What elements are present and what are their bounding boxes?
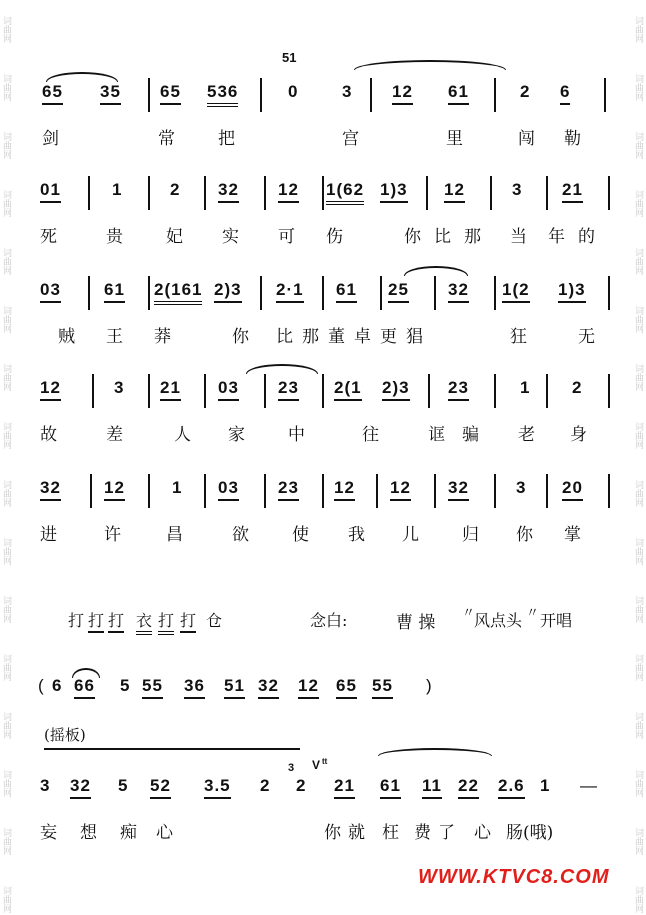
lyric: 里 [446, 129, 463, 149]
lyric: 人 [174, 425, 191, 445]
lyric: 剑 [42, 129, 59, 149]
lyric: 伤 [326, 227, 343, 247]
lyric: 猖 [406, 327, 423, 347]
note: 23 [448, 378, 469, 401]
bar-line [608, 276, 610, 310]
bar-line [546, 374, 548, 408]
bar-line [264, 374, 266, 408]
bar-line [204, 374, 206, 408]
note: 55 [142, 676, 163, 699]
note: 21 [160, 378, 181, 401]
notes-row [32, 672, 614, 706]
lyric: 心 [474, 823, 491, 843]
bar-line [92, 374, 94, 408]
note: 3.5 [204, 776, 231, 799]
note: 65 [336, 676, 357, 699]
lyric: 就 [348, 823, 365, 843]
bar-line [322, 474, 324, 508]
note: 3 [114, 378, 125, 397]
slur [404, 266, 468, 276]
note: 1 [540, 776, 551, 795]
note: 32 [448, 478, 469, 501]
note: 2.6 [498, 776, 525, 799]
watermark-text: 词曲网 [633, 537, 643, 565]
bar-line [380, 276, 382, 310]
site-logo: WWW.KTVC8.COM [418, 866, 610, 888]
paren-open: ( [38, 676, 45, 695]
note: 35 [100, 82, 121, 105]
bar-line [494, 474, 496, 508]
bar-line [88, 176, 90, 210]
bar-line [604, 78, 606, 112]
bar-line [148, 276, 150, 310]
lyric: 更 [380, 327, 397, 347]
note: 5 [120, 676, 131, 695]
watermark-text: 词曲网 [633, 769, 643, 797]
watermark-text: 词曲网 [633, 15, 643, 43]
bar-line [260, 276, 262, 310]
lyric: 你 [516, 525, 533, 545]
bar-line [608, 176, 610, 210]
note: 12 [40, 378, 61, 401]
watermark-text: 词曲网 [633, 189, 643, 217]
watermark-text: 词曲网 [633, 131, 643, 159]
watermark-text: 词曲网 [1, 827, 11, 855]
lyric: 诓 [428, 425, 445, 445]
note: 61 [336, 280, 357, 303]
lyric: 卓 [354, 327, 371, 347]
lyric: 你 [404, 227, 421, 247]
bar-line [494, 276, 496, 310]
note: 5 [118, 776, 129, 795]
notes-row [32, 176, 614, 210]
bar-line [428, 374, 430, 408]
note: 2 [572, 378, 583, 397]
watermark-text: 词曲网 [1, 305, 11, 333]
watermark-text: 词曲网 [1, 421, 11, 449]
watermark-column-right [632, 0, 646, 915]
watermark-text: 词曲网 [633, 595, 643, 623]
lyric: 贼 [58, 327, 75, 347]
watermark-text: 词曲网 [633, 653, 643, 681]
start-singing: 开唱 [540, 611, 573, 630]
lyrics-row [32, 124, 614, 148]
watermark-column-left [0, 0, 14, 915]
mode-name: 风点头 [474, 611, 523, 630]
note: 11 [422, 776, 442, 799]
note: 51 [224, 676, 245, 699]
watermark-text: 词曲网 [1, 711, 11, 739]
bar-line [322, 176, 324, 210]
perc-da: 打 [158, 608, 174, 635]
bar-line [260, 78, 262, 112]
watermark-text: 词曲网 [1, 595, 11, 623]
note: 32 [40, 478, 61, 501]
lyric: 故 [40, 425, 57, 445]
lyric: 妄 [40, 823, 57, 843]
note: 32 [448, 280, 469, 303]
lyric: 肠(哦) [506, 823, 554, 843]
lyric: 死 [40, 227, 57, 247]
bar-line [264, 474, 266, 508]
note: 6 [52, 676, 63, 695]
lyric: 掌 [564, 525, 581, 545]
notes-row [32, 474, 614, 508]
perc-da: 打 [108, 608, 124, 633]
lyric: 宫 [342, 129, 359, 149]
lyric: 无 [578, 327, 595, 347]
watermark-text: 词曲网 [1, 653, 11, 681]
note: 23 [278, 478, 299, 501]
lyric: 比 [434, 227, 451, 247]
lyric: 实 [222, 227, 239, 247]
note: 3 [516, 478, 527, 497]
figure-above-rest: 51 [282, 50, 297, 65]
slur [354, 60, 506, 70]
lyrics-row [32, 222, 614, 246]
bar-line [88, 276, 90, 310]
watermark-text: 词曲网 [633, 73, 643, 101]
lyric: 心 [156, 823, 173, 843]
bar-line [204, 176, 206, 210]
bar-line [490, 176, 492, 210]
lyric: 妃 [166, 227, 183, 247]
watermark-text: 词曲网 [633, 479, 643, 507]
perc-cang: 仓 [206, 611, 223, 630]
watermark-text: 词曲网 [633, 421, 643, 449]
note: 12 [444, 180, 465, 203]
quote-mark: 〃 [462, 606, 476, 621]
lyric: 董 [328, 327, 345, 347]
lyric: 你 [232, 327, 249, 347]
watermark-text: 词曲网 [633, 711, 643, 739]
lyric: 枉 [382, 823, 399, 843]
note: 2)3 [382, 378, 410, 401]
lyric: 差 [106, 425, 123, 445]
note: 03 [40, 280, 61, 303]
lyric: 费 [414, 823, 431, 843]
watermark-text: 词曲网 [1, 885, 11, 913]
lyric: 的 [578, 227, 595, 247]
note: 3 [40, 776, 51, 795]
watermark-text: 词曲网 [633, 247, 643, 275]
notes-row [32, 374, 614, 408]
bar-line [148, 474, 150, 508]
watermark-text: 词曲网 [1, 363, 11, 391]
lyric: 贵 [106, 227, 123, 247]
lyric: 把 [218, 129, 235, 149]
note: 03 [218, 378, 239, 401]
bar-line [494, 78, 496, 112]
note: 1 [112, 180, 123, 199]
bar-line [322, 374, 324, 408]
lyric: 比 [276, 327, 293, 347]
note: 2(161 [154, 280, 202, 305]
note: 1)3 [380, 180, 408, 203]
note: 32 [258, 676, 279, 699]
lyric: 那 [464, 227, 481, 247]
breath-mark: V [312, 758, 321, 772]
note: 3 [342, 82, 353, 101]
bar-line [370, 78, 372, 112]
bar-line [376, 474, 378, 508]
note: 25 [388, 280, 409, 303]
lyric: 王 [106, 327, 123, 347]
note: 65 [160, 82, 181, 105]
perc-yi: 衣 [136, 608, 152, 635]
note: 0 [288, 82, 299, 101]
lyric: 可 [278, 227, 295, 247]
note: 2 [260, 776, 271, 795]
bar-line [264, 176, 266, 210]
note: 61 [380, 776, 401, 799]
note: 2 [520, 82, 531, 101]
lyric: 老 [518, 425, 535, 445]
tempo-label: (摇板) [44, 726, 86, 744]
note: 65 [42, 82, 63, 105]
note: 2 [296, 776, 307, 795]
note: 20 [562, 478, 583, 501]
note: 55 [372, 676, 393, 699]
lyric: 勒 [564, 129, 581, 149]
note: 03 [218, 478, 239, 501]
watermark-text: 词曲网 [633, 363, 643, 391]
note: 21 [334, 776, 355, 799]
watermark-text: 词曲网 [1, 247, 11, 275]
lyrics-row [32, 322, 614, 346]
character-name: 曹 操 [396, 613, 436, 633]
bar-line [426, 176, 428, 210]
notes-row [32, 276, 614, 310]
note: 32 [70, 776, 91, 799]
extension-dash: — [580, 776, 598, 795]
bar-line [546, 176, 548, 210]
lyric: 那 [302, 327, 319, 347]
lyric: 痴 [120, 823, 137, 843]
note: 52 [150, 776, 171, 799]
note: 12 [334, 478, 355, 501]
watermark-text: 词曲网 [1, 131, 11, 159]
note: 12 [278, 180, 299, 203]
note: 21 [562, 180, 583, 203]
watermark-text: 词曲网 [1, 73, 11, 101]
watermark-text: 词曲网 [1, 769, 11, 797]
bar-line [322, 276, 324, 310]
lyric: 家 [228, 425, 245, 445]
lyric: 当 [510, 227, 527, 247]
bar-line [494, 374, 496, 408]
lyrics-row [32, 420, 614, 444]
lyric: 儿 [402, 525, 419, 545]
note: 12 [298, 676, 319, 699]
paren-close: ) [426, 676, 433, 695]
lyrics-row [32, 818, 614, 842]
note: 12 [392, 82, 413, 105]
watermark-text: 词曲网 [633, 885, 643, 913]
lyric: 我 [348, 525, 365, 545]
watermark-text: 词曲网 [1, 189, 11, 217]
bar-line [204, 474, 206, 508]
note: 32 [218, 180, 239, 203]
bar-line [148, 374, 150, 408]
phrase-line [44, 748, 300, 750]
note: 536 [207, 82, 238, 107]
note: 23 [278, 378, 299, 401]
lyric: 昌 [166, 525, 183, 545]
note: 1)3 [558, 280, 586, 303]
perc-da: 打 [88, 608, 104, 633]
perc-da: 打 [180, 608, 196, 633]
lyric: 年 [548, 227, 565, 247]
slur [378, 748, 492, 756]
lyric: 狂 [510, 327, 527, 347]
notes-row [32, 756, 614, 806]
note: 1 [172, 478, 183, 497]
bar-line [608, 374, 610, 408]
watermark-text: 词曲网 [1, 537, 11, 565]
bar-line [434, 474, 436, 508]
slur [246, 364, 318, 374]
watermark-text: 词曲网 [1, 479, 11, 507]
perc-da: 打 [68, 611, 85, 630]
lyric: 想 [80, 823, 97, 843]
watermark-text: 词曲网 [633, 827, 643, 855]
bar-line [434, 276, 436, 310]
watermark-text: 词曲网 [1, 15, 11, 43]
lyric: 欲 [232, 525, 249, 545]
lyric: 进 [40, 525, 57, 545]
note: 61 [104, 280, 125, 303]
note: 36 [184, 676, 205, 699]
note: 12 [104, 478, 125, 501]
note: 2)3 [214, 280, 242, 303]
note: 22 [458, 776, 479, 799]
note: 12 [390, 478, 411, 501]
lyrics-row [32, 520, 614, 544]
lyric: 往 [362, 425, 379, 445]
note: 01 [40, 180, 61, 203]
note: 1(62 [326, 180, 364, 205]
bar-line [148, 78, 150, 112]
grace-note: 3 [288, 762, 295, 774]
bar-line [608, 474, 610, 508]
ornament-mark: ᵗᵗ [322, 756, 328, 770]
note: 3 [512, 180, 523, 199]
narration-label: 念白: [310, 611, 348, 630]
note: 1(2 [502, 280, 530, 303]
watermark-text: 词曲网 [633, 305, 643, 333]
note: 2(1 [334, 378, 362, 401]
lyric: 身 [570, 425, 587, 445]
lyric: 常 [158, 129, 175, 149]
note: 61 [448, 82, 469, 105]
lyric: 了 [438, 823, 455, 843]
lyric: 归 [462, 525, 479, 545]
lyric: 使 [292, 525, 309, 545]
lyric: 闯 [518, 129, 535, 149]
bar-line [546, 474, 548, 508]
note: 1 [520, 378, 531, 397]
notes-row [32, 78, 614, 112]
bar-line [90, 474, 92, 508]
note: 6 [560, 82, 570, 105]
lyric: 中 [288, 425, 305, 445]
lyric: 许 [104, 525, 121, 545]
note: 66 [74, 676, 95, 699]
quote-mark: 〃 [526, 606, 540, 621]
lyric: 莽 [154, 327, 171, 347]
bar-line [148, 176, 150, 210]
lyric: 你 [324, 823, 341, 843]
note: 2·1 [276, 280, 304, 303]
lyric: 骗 [462, 425, 479, 445]
note: 2 [170, 180, 181, 199]
